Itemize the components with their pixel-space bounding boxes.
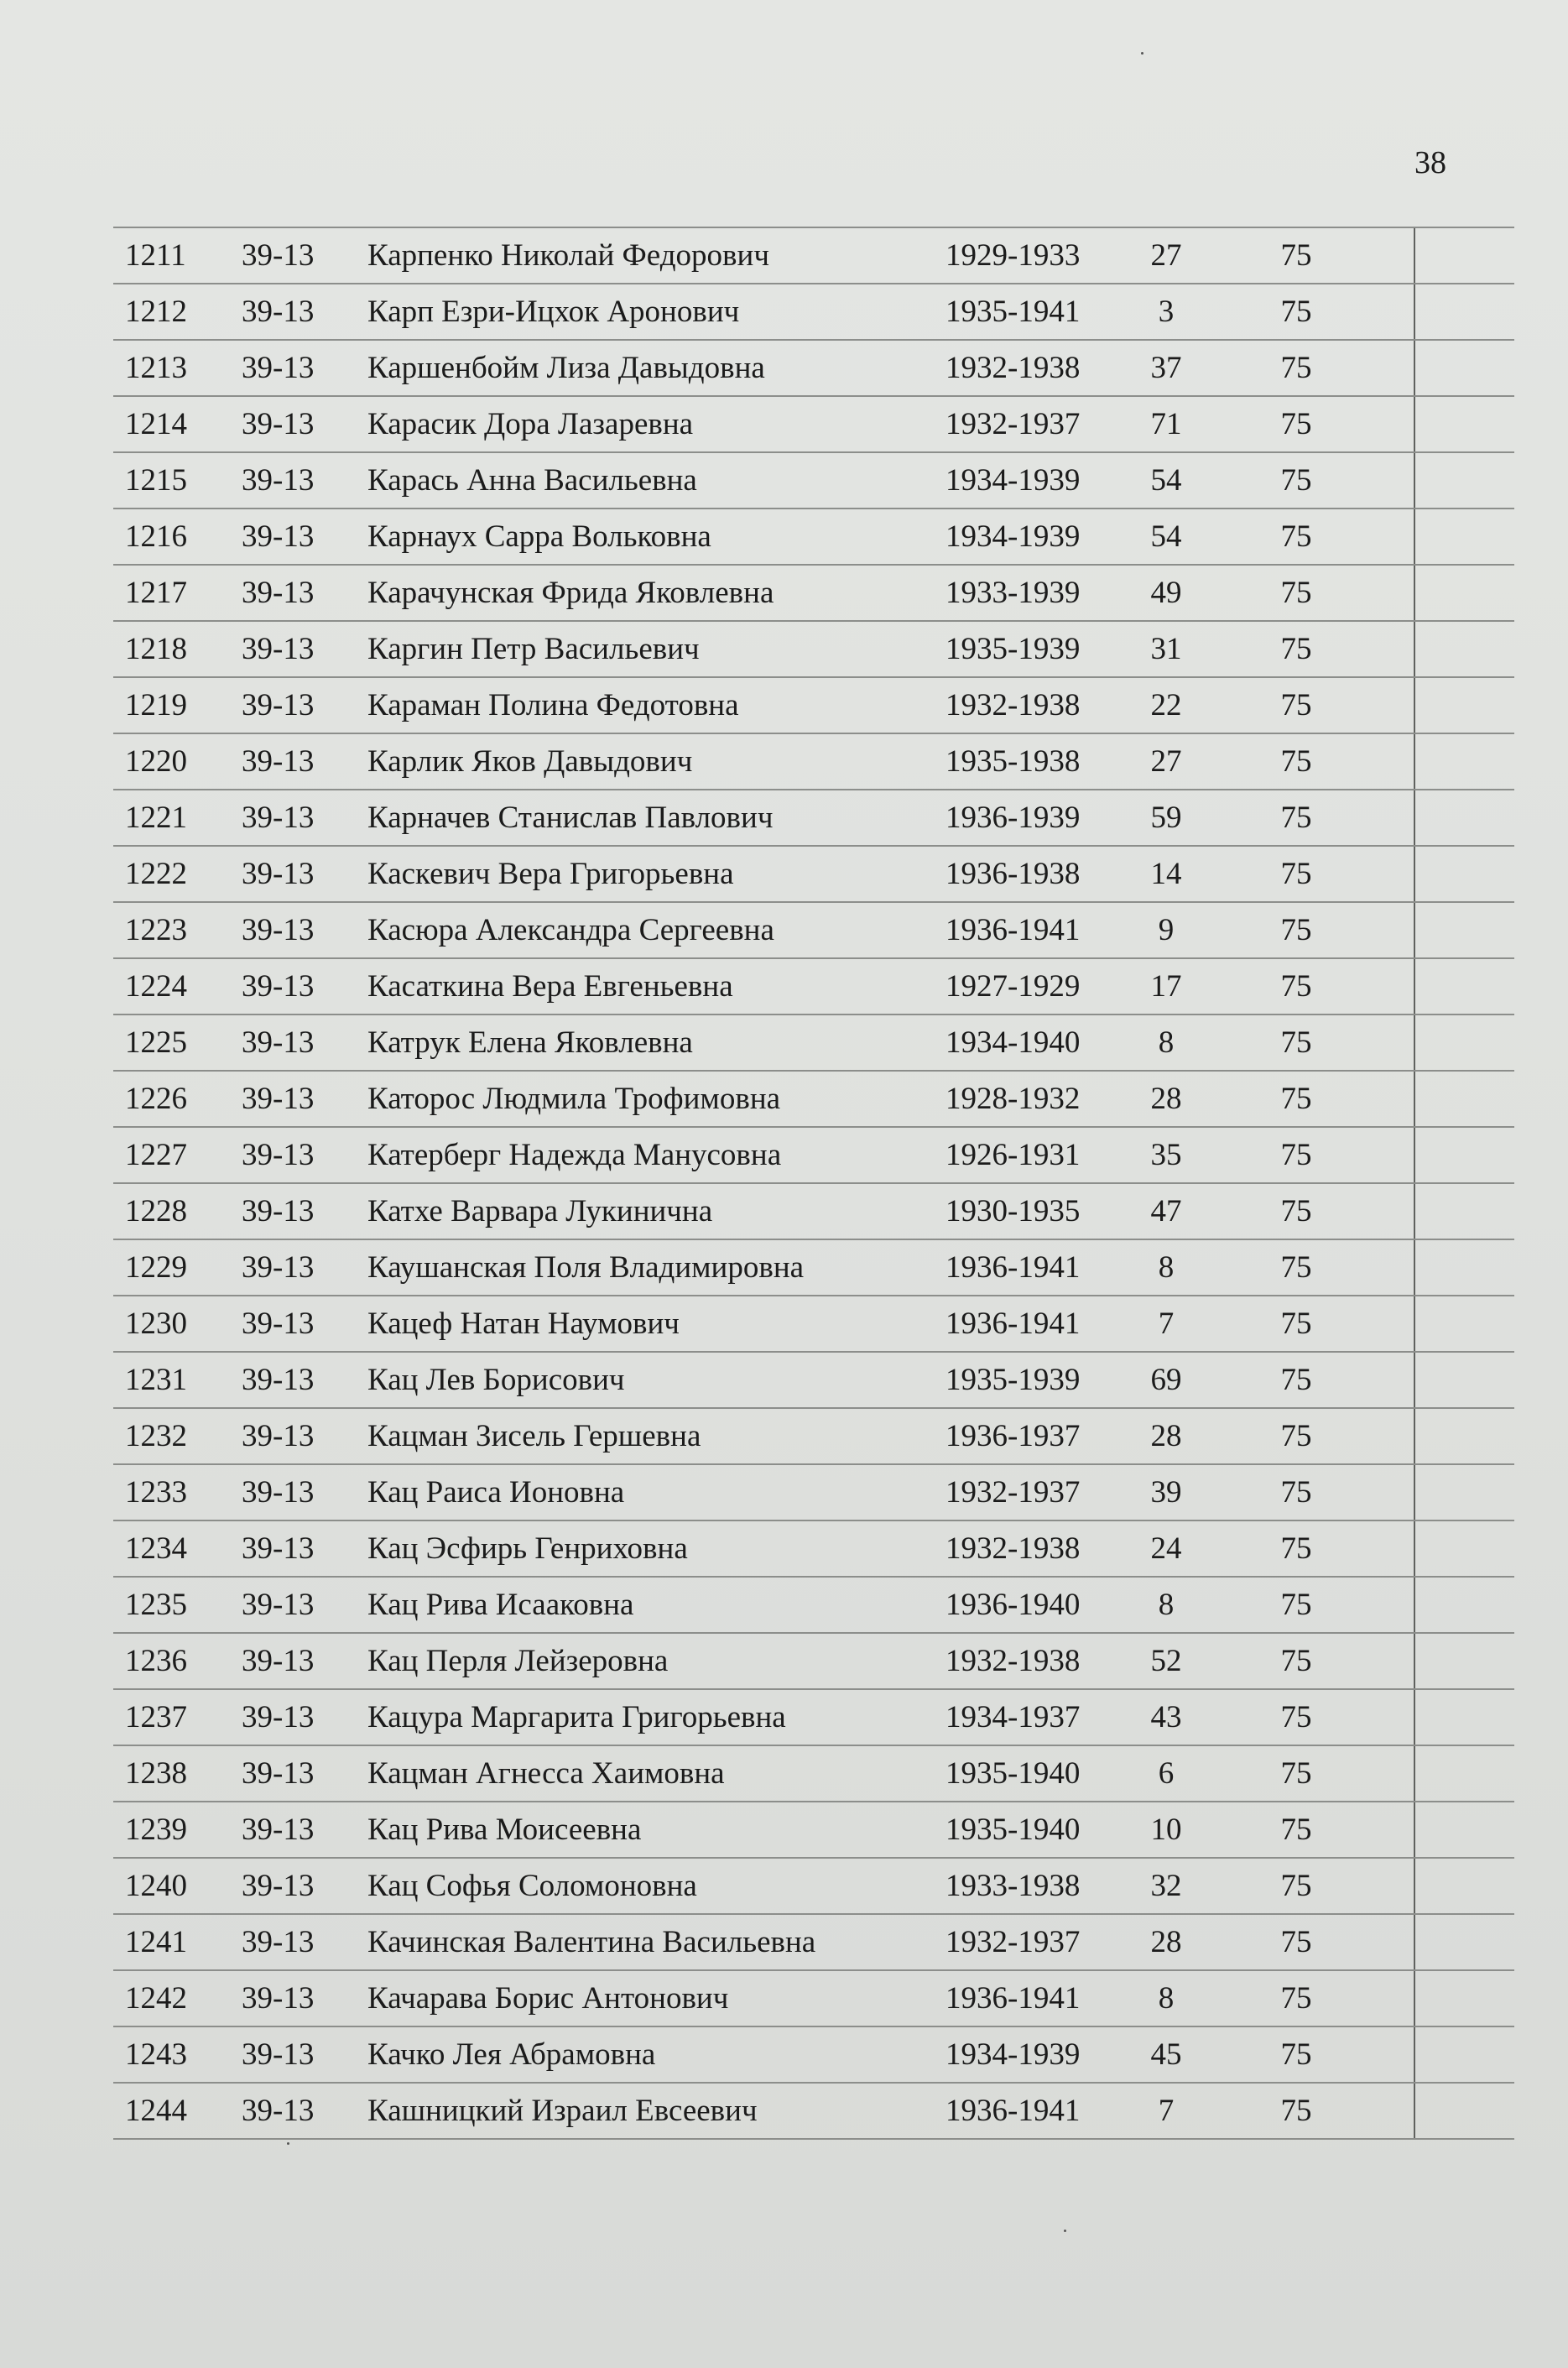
- record-code: 39-13: [242, 2094, 315, 2128]
- table-row: [113, 395, 1514, 451]
- person-name: Кацеф Натан Наумович: [367, 1307, 680, 1341]
- column-divider: [1414, 1072, 1415, 1126]
- record-count: 8: [1158, 1250, 1175, 1285]
- person-name: Карпенко Николай Федорович: [367, 238, 769, 273]
- record-count: 27: [1150, 238, 1182, 273]
- record-code: 39-13: [242, 688, 315, 722]
- record-code: 39-13: [242, 1644, 315, 1678]
- person-name: Кашницкий Израил Евсеевич: [367, 2094, 758, 2128]
- table-row: [113, 1014, 1514, 1070]
- record-number: 1242: [125, 1981, 187, 2016]
- record-number: 1218: [125, 632, 187, 666]
- record-number: 1221: [125, 801, 187, 835]
- column-divider: [1414, 1746, 1415, 1801]
- record-number: 1243: [125, 2037, 187, 2072]
- years-range: 1932-1937: [945, 1925, 1081, 1959]
- person-name: Катрук Елена Яковлевна: [367, 1025, 693, 1060]
- record-number: 1215: [125, 463, 187, 498]
- record-code: 39-13: [242, 1363, 315, 1397]
- record-number: 1231: [125, 1363, 187, 1397]
- record-code: 39-13: [242, 407, 315, 441]
- table-row: [113, 1969, 1514, 2026]
- column-divider: [1414, 1634, 1415, 1688]
- person-name: Касюра Александра Сергеевна: [367, 913, 774, 947]
- record-count: 69: [1150, 1363, 1182, 1397]
- column-divider: [1414, 1465, 1415, 1520]
- record-number: 1212: [125, 295, 187, 329]
- record-count: 3: [1158, 295, 1175, 329]
- record-number: 1224: [125, 969, 187, 1004]
- record-value: 75: [1280, 801, 1312, 835]
- table-row: [113, 227, 1514, 283]
- record-value: 75: [1280, 1925, 1312, 1959]
- record-count: 39: [1150, 1475, 1182, 1510]
- record-value: 75: [1280, 1981, 1312, 2016]
- years-range: 1929-1933: [945, 238, 1081, 273]
- record-code: 39-13: [242, 1250, 315, 1285]
- column-divider: [1414, 1240, 1415, 1295]
- record-number: 1226: [125, 1082, 187, 1116]
- record-count: 32: [1150, 1869, 1182, 1903]
- record-count: 6: [1158, 1756, 1175, 1791]
- table-row: [113, 957, 1514, 1014]
- record-code: 39-13: [242, 744, 315, 779]
- record-number: 1229: [125, 1250, 187, 1285]
- record-number: 1235: [125, 1588, 187, 1622]
- record-count: 22: [1150, 688, 1182, 722]
- record-value: 75: [1280, 632, 1312, 666]
- person-name: Кац Софья Соломоновна: [367, 1869, 697, 1903]
- person-name: Качко Лея Абрамовна: [367, 2037, 656, 2072]
- record-value: 75: [1280, 1419, 1312, 1453]
- record-code: 39-13: [242, 1700, 315, 1734]
- record-value: 75: [1280, 1700, 1312, 1734]
- record-count: 8: [1158, 1588, 1175, 1622]
- person-name: Кац Рива Исааковна: [367, 1588, 634, 1622]
- years-range: 1935-1941: [945, 295, 1081, 329]
- record-code: 39-13: [242, 857, 315, 891]
- table-row: [113, 1351, 1514, 1407]
- person-name: Кац Рива Моисеевна: [367, 1813, 642, 1847]
- record-count: 54: [1150, 463, 1182, 498]
- column-divider: [1414, 1915, 1415, 1969]
- table-row: [113, 1857, 1514, 1913]
- record-value: 75: [1280, 238, 1312, 273]
- column-divider: [1414, 566, 1415, 620]
- record-count: 17: [1150, 969, 1182, 1004]
- record-count: 71: [1150, 407, 1182, 441]
- record-value: 75: [1280, 744, 1312, 779]
- years-range: 1930-1935: [945, 1194, 1081, 1228]
- paper-speck: [287, 2142, 289, 2145]
- years-range: 1934-1937: [945, 1700, 1081, 1734]
- table-row: [113, 1632, 1514, 1688]
- record-count: 7: [1158, 1307, 1175, 1341]
- person-name: Карлик Яков Давыдович: [367, 744, 693, 779]
- record-number: 1217: [125, 576, 187, 610]
- years-range: 1936-1941: [945, 2094, 1081, 2128]
- person-name: Кац Раиса Ионовна: [367, 1475, 625, 1510]
- record-code: 39-13: [242, 519, 315, 554]
- column-divider: [1414, 847, 1415, 901]
- record-code: 39-13: [242, 1307, 315, 1341]
- years-range: 1936-1939: [945, 801, 1081, 835]
- table-row: [113, 1913, 1514, 1969]
- column-divider: [1414, 1184, 1415, 1239]
- person-name: Кацман Агнесса Хаимовна: [367, 1756, 725, 1791]
- column-divider: [1414, 1690, 1415, 1745]
- person-name: Кац Эсфирь Генриховна: [367, 1531, 688, 1566]
- column-divider: [1414, 1128, 1415, 1182]
- person-name: Карасик Дора Лазаревна: [367, 407, 694, 441]
- record-value: 75: [1280, 1475, 1312, 1510]
- ledger-table: [113, 227, 1514, 2140]
- record-count: 7: [1158, 2094, 1175, 2128]
- record-code: 39-13: [242, 1813, 315, 1847]
- record-number: 1236: [125, 1644, 187, 1678]
- column-divider: [1414, 903, 1415, 957]
- table-row: [113, 901, 1514, 957]
- column-divider: [1414, 790, 1415, 845]
- years-range: 1932-1937: [945, 1475, 1081, 1510]
- record-value: 75: [1280, 1025, 1312, 1060]
- table-row: [113, 733, 1514, 789]
- years-range: 1932-1938: [945, 351, 1081, 385]
- record-code: 39-13: [242, 1869, 315, 1903]
- record-value: 75: [1280, 1363, 1312, 1397]
- years-range: 1932-1938: [945, 1644, 1081, 1678]
- column-divider: [1414, 228, 1415, 283]
- record-value: 75: [1280, 1531, 1312, 1566]
- record-code: 39-13: [242, 1194, 315, 1228]
- table-row: [113, 1463, 1514, 1520]
- record-code: 39-13: [242, 1138, 315, 1172]
- column-divider: [1414, 1578, 1415, 1632]
- record-count: 14: [1150, 857, 1182, 891]
- record-code: 39-13: [242, 463, 315, 498]
- record-count: 24: [1150, 1531, 1182, 1566]
- person-name: Катхе Варвара Лукинична: [367, 1194, 713, 1228]
- column-divider: [1414, 284, 1415, 339]
- years-range: 1934-1939: [945, 2037, 1081, 2072]
- record-number: 1239: [125, 1813, 187, 1847]
- record-count: 9: [1158, 913, 1175, 947]
- years-range: 1935-1940: [945, 1813, 1081, 1847]
- record-count: 49: [1150, 576, 1182, 610]
- record-number: 1240: [125, 1869, 187, 1903]
- years-range: 1933-1939: [945, 576, 1081, 610]
- column-divider: [1414, 397, 1415, 451]
- record-count: 28: [1150, 1419, 1182, 1453]
- years-range: 1932-1938: [945, 688, 1081, 722]
- record-code: 39-13: [242, 1025, 315, 1060]
- record-value: 75: [1280, 857, 1312, 891]
- years-range: 1936-1941: [945, 1250, 1081, 1285]
- record-number: 1216: [125, 519, 187, 554]
- years-range: 1928-1932: [945, 1082, 1081, 1116]
- table-row: [113, 1239, 1514, 1295]
- record-number: 1227: [125, 1138, 187, 1172]
- record-code: 39-13: [242, 1419, 315, 1453]
- years-range: 1926-1931: [945, 1138, 1081, 1172]
- table-row: [113, 1801, 1514, 1857]
- record-count: 52: [1150, 1644, 1182, 1678]
- paper-speck: [1064, 2230, 1066, 2232]
- person-name: Карп Езри-Ицхок Аронович: [367, 295, 740, 329]
- person-name: Каршенбойм Лиза Давыдовна: [367, 351, 765, 385]
- table-row: [113, 1688, 1514, 1745]
- years-range: 1936-1938: [945, 857, 1081, 891]
- record-value: 75: [1280, 1869, 1312, 1903]
- record-count: 8: [1158, 1981, 1175, 2016]
- record-code: 39-13: [242, 801, 315, 835]
- record-value: 75: [1280, 2094, 1312, 2128]
- person-name: Карначев Станислав Павлович: [367, 801, 774, 835]
- years-range: 1936-1941: [945, 1981, 1081, 2016]
- table-row: [113, 1295, 1514, 1351]
- person-name: Каскевич Вера Григорьевна: [367, 857, 734, 891]
- column-divider: [1414, 1521, 1415, 1576]
- record-number: 1211: [125, 238, 186, 273]
- column-divider: [1414, 341, 1415, 395]
- table-row: [113, 508, 1514, 564]
- person-name: Кацман Зисель Гершевна: [367, 1419, 701, 1453]
- table-row: [113, 1745, 1514, 1801]
- column-divider: [1414, 1015, 1415, 1070]
- record-code: 39-13: [242, 1981, 315, 2016]
- record-count: 27: [1150, 744, 1182, 779]
- table-row: [113, 564, 1514, 620]
- column-divider: [1414, 509, 1415, 564]
- person-name: Карнаух Сарра Вольковна: [367, 519, 711, 554]
- years-range: 1934-1939: [945, 519, 1081, 554]
- table-row: [113, 1520, 1514, 1576]
- record-value: 75: [1280, 519, 1312, 554]
- record-count: 59: [1150, 801, 1182, 835]
- record-value: 75: [1280, 1588, 1312, 1622]
- record-code: 39-13: [242, 913, 315, 947]
- column-divider: [1414, 678, 1415, 733]
- record-count: 28: [1150, 1082, 1182, 1116]
- record-code: 39-13: [242, 1588, 315, 1622]
- years-range: 1935-1938: [945, 744, 1081, 779]
- person-name: Касаткина Вера Евгеньевна: [367, 969, 733, 1004]
- record-code: 39-13: [242, 1925, 315, 1959]
- record-count: 28: [1150, 1925, 1182, 1959]
- person-name: Катерберг Надежда Манусовна: [367, 1138, 782, 1172]
- record-count: 43: [1150, 1700, 1182, 1734]
- record-code: 39-13: [242, 1082, 315, 1116]
- years-range: 1927-1929: [945, 969, 1081, 1004]
- record-number: 1223: [125, 913, 187, 947]
- record-value: 75: [1280, 1194, 1312, 1228]
- record-value: 75: [1280, 576, 1312, 610]
- column-divider: [1414, 734, 1415, 789]
- record-code: 39-13: [242, 351, 315, 385]
- record-value: 75: [1280, 1813, 1312, 1847]
- record-number: 1228: [125, 1194, 187, 1228]
- record-count: 8: [1158, 1025, 1175, 1060]
- table-row: [113, 789, 1514, 845]
- column-divider: [1414, 2084, 1415, 2138]
- record-number: 1220: [125, 744, 187, 779]
- record-code: 39-13: [242, 969, 315, 1004]
- record-count: 47: [1150, 1194, 1182, 1228]
- person-name: Качарава Борис Антонович: [367, 1981, 729, 2016]
- table-row: [113, 339, 1514, 395]
- record-count: 10: [1150, 1813, 1182, 1847]
- person-name: Кац Перля Лейзеровна: [367, 1644, 669, 1678]
- record-number: 1214: [125, 407, 187, 441]
- record-number: 1222: [125, 857, 187, 891]
- page-number: 38: [1414, 145, 1446, 180]
- years-range: 1936-1941: [945, 1307, 1081, 1341]
- column-divider: [1414, 622, 1415, 676]
- record-value: 75: [1280, 913, 1312, 947]
- table-row: [113, 1407, 1514, 1463]
- record-code: 39-13: [242, 576, 315, 610]
- table-row: [113, 1070, 1514, 1126]
- column-divider: [1414, 1971, 1415, 2026]
- record-number: 1237: [125, 1700, 187, 1734]
- person-name: Караман Полина Федотовна: [367, 688, 739, 722]
- years-range: 1932-1938: [945, 1531, 1081, 1566]
- person-name: Карась Анна Васильевна: [367, 463, 697, 498]
- record-number: 1213: [125, 351, 187, 385]
- years-range: 1936-1937: [945, 1419, 1081, 1453]
- table-row: [113, 1182, 1514, 1239]
- person-name: Карачунская Фрида Яковлевна: [367, 576, 774, 610]
- column-divider: [1414, 2027, 1415, 2082]
- record-value: 75: [1280, 1644, 1312, 1678]
- person-name: Каргин Петр Васильевич: [367, 632, 700, 666]
- record-number: 1234: [125, 1531, 187, 1566]
- record-value: 75: [1280, 407, 1312, 441]
- column-divider: [1414, 1802, 1415, 1857]
- record-value: 75: [1280, 463, 1312, 498]
- years-range: 1936-1941: [945, 913, 1081, 947]
- column-divider: [1414, 1296, 1415, 1351]
- record-value: 75: [1280, 295, 1312, 329]
- record-code: 39-13: [242, 1475, 315, 1510]
- table-row: [113, 451, 1514, 508]
- table-row: [113, 1126, 1514, 1182]
- person-name: Каушанская Поля Владимировна: [367, 1250, 805, 1285]
- record-value: 75: [1280, 1307, 1312, 1341]
- record-value: 75: [1280, 1138, 1312, 1172]
- record-value: 75: [1280, 351, 1312, 385]
- record-value: 75: [1280, 969, 1312, 1004]
- record-code: 39-13: [242, 238, 315, 273]
- record-value: 75: [1280, 1756, 1312, 1791]
- record-number: 1238: [125, 1756, 187, 1791]
- years-range: 1935-1940: [945, 1756, 1081, 1791]
- record-value: 75: [1280, 688, 1312, 722]
- record-number: 1241: [125, 1925, 187, 1959]
- record-code: 39-13: [242, 1756, 315, 1791]
- table-row: [113, 845, 1514, 901]
- years-range: 1934-1940: [945, 1025, 1081, 1060]
- table-row: [113, 2082, 1514, 2140]
- record-number: 1219: [125, 688, 187, 722]
- record-code: 39-13: [242, 295, 315, 329]
- record-value: 75: [1280, 2037, 1312, 2072]
- table-row: [113, 283, 1514, 339]
- years-range: 1935-1939: [945, 632, 1081, 666]
- record-count: 37: [1150, 351, 1182, 385]
- column-divider: [1414, 453, 1415, 508]
- record-code: 39-13: [242, 632, 315, 666]
- record-value: 75: [1280, 1250, 1312, 1285]
- record-code: 39-13: [242, 2037, 315, 2072]
- record-value: 75: [1280, 1082, 1312, 1116]
- record-count: 35: [1150, 1138, 1182, 1172]
- years-range: 1932-1937: [945, 407, 1081, 441]
- record-count: 45: [1150, 2037, 1182, 2072]
- person-name: Кацура Маргарита Григорьевна: [367, 1700, 786, 1734]
- record-number: 1225: [125, 1025, 187, 1060]
- table-row: [113, 1576, 1514, 1632]
- years-range: 1936-1940: [945, 1588, 1081, 1622]
- column-divider: [1414, 959, 1415, 1014]
- paper-speck: [1141, 52, 1143, 55]
- years-range: 1935-1939: [945, 1363, 1081, 1397]
- record-number: 1232: [125, 1419, 187, 1453]
- table-row: [113, 620, 1514, 676]
- table-row: [113, 2026, 1514, 2082]
- record-number: 1244: [125, 2094, 187, 2128]
- record-count: 31: [1150, 632, 1182, 666]
- column-divider: [1414, 1859, 1415, 1913]
- record-code: 39-13: [242, 1531, 315, 1566]
- column-divider: [1414, 1353, 1415, 1407]
- person-name: Качинская Валентина Васильевна: [367, 1925, 816, 1959]
- person-name: Кац Лев Борисович: [367, 1363, 625, 1397]
- years-range: 1933-1938: [945, 1869, 1081, 1903]
- person-name: Каторос Людмила Трофимовна: [367, 1082, 781, 1116]
- record-count: 54: [1150, 519, 1182, 554]
- record-number: 1233: [125, 1475, 187, 1510]
- column-divider: [1414, 1409, 1415, 1463]
- record-number: 1230: [125, 1307, 187, 1341]
- table-row: [113, 676, 1514, 733]
- years-range: 1934-1939: [945, 463, 1081, 498]
